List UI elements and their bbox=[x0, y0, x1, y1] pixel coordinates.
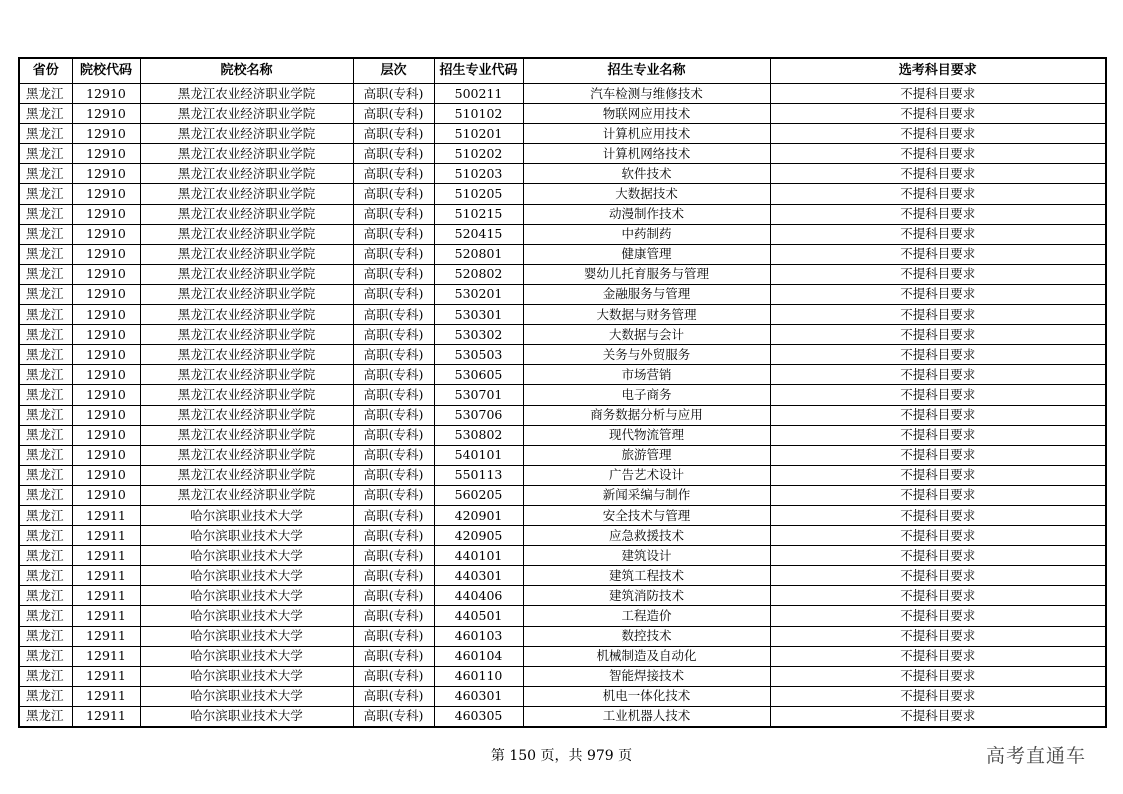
cell-province: 黑龙江 bbox=[19, 465, 72, 485]
cell-province: 黑龙江 bbox=[19, 505, 72, 525]
cell-major-name: 婴幼儿托育服务与管理 bbox=[523, 264, 770, 284]
cell-level: 高职(专科) bbox=[353, 546, 434, 566]
header-major-code: 招生专业代码 bbox=[434, 58, 523, 84]
cell-level: 高职(专科) bbox=[353, 144, 434, 164]
cell-province: 黑龙江 bbox=[19, 84, 72, 104]
cell-subject-requirement: 不提科目要求 bbox=[770, 706, 1106, 727]
cell-level: 高职(专科) bbox=[353, 626, 434, 646]
cell-major-code: 510215 bbox=[434, 204, 523, 224]
cell-major-name: 应急救援技术 bbox=[523, 526, 770, 546]
table-row bbox=[19, 305, 1106, 325]
table-row bbox=[19, 385, 1106, 405]
table-row bbox=[19, 405, 1106, 425]
cell-school-code: 12910 bbox=[72, 244, 140, 264]
cell-school-name: 黑龙江农业经济职业学院 bbox=[140, 385, 353, 405]
cell-province: 黑龙江 bbox=[19, 224, 72, 244]
cell-school-code: 12910 bbox=[72, 385, 140, 405]
watermark-logo: 高考直通车 bbox=[986, 745, 1087, 767]
cell-school-code: 12910 bbox=[72, 365, 140, 385]
cell-level: 高职(专科) bbox=[353, 566, 434, 586]
cell-major-code: 440301 bbox=[434, 566, 523, 586]
cell-subject-requirement: 不提科目要求 bbox=[770, 586, 1106, 606]
cell-major-name: 计算机应用技术 bbox=[523, 124, 770, 144]
cell-subject-requirement: 不提科目要求 bbox=[770, 264, 1106, 284]
cell-province: 黑龙江 bbox=[19, 425, 72, 445]
cell-level: 高职(专科) bbox=[353, 686, 434, 706]
cell-school-name: 哈尔滨职业技术大学 bbox=[140, 666, 353, 686]
cell-major-code: 460110 bbox=[434, 666, 523, 686]
table-row bbox=[19, 365, 1106, 385]
cell-subject-requirement: 不提科目要求 bbox=[770, 164, 1106, 184]
cell-school-name: 黑龙江农业经济职业学院 bbox=[140, 264, 353, 284]
cell-school-code: 12911 bbox=[72, 505, 140, 525]
cell-subject-requirement: 不提科目要求 bbox=[770, 84, 1106, 104]
cell-major-code: 520802 bbox=[434, 264, 523, 284]
cell-level: 高职(专科) bbox=[353, 104, 434, 124]
cell-school-code: 12910 bbox=[72, 124, 140, 144]
cell-province: 黑龙江 bbox=[19, 124, 72, 144]
cell-level: 高职(专科) bbox=[353, 184, 434, 204]
cell-school-code: 12911 bbox=[72, 646, 140, 666]
table-row bbox=[19, 706, 1106, 727]
cell-major-code: 440406 bbox=[434, 586, 523, 606]
cell-major-code: 420901 bbox=[434, 505, 523, 525]
cell-major-code: 530802 bbox=[434, 425, 523, 445]
table-row bbox=[19, 284, 1106, 304]
cell-major-name: 建筑设计 bbox=[523, 546, 770, 566]
cell-major-code: 550113 bbox=[434, 465, 523, 485]
table-row bbox=[19, 124, 1106, 144]
cell-major-code: 540101 bbox=[434, 445, 523, 465]
cell-level: 高职(专科) bbox=[353, 465, 434, 485]
cell-subject-requirement: 不提科目要求 bbox=[770, 325, 1106, 345]
cell-school-code: 12910 bbox=[72, 104, 140, 124]
cell-level: 高职(专科) bbox=[353, 305, 434, 325]
cell-school-name: 黑龙江农业经济职业学院 bbox=[140, 465, 353, 485]
cell-subject-requirement: 不提科目要求 bbox=[770, 686, 1106, 706]
cell-major-code: 440501 bbox=[434, 606, 523, 626]
cell-major-code: 530503 bbox=[434, 345, 523, 365]
table-row bbox=[19, 224, 1106, 244]
cell-major-code: 460301 bbox=[434, 686, 523, 706]
cell-school-code: 12910 bbox=[72, 224, 140, 244]
cell-major-name: 中药制药 bbox=[523, 224, 770, 244]
cell-subject-requirement: 不提科目要求 bbox=[770, 365, 1106, 385]
page-number: 第 150 页，共 979 页 bbox=[490, 748, 633, 764]
cell-province: 黑龙江 bbox=[19, 365, 72, 385]
cell-subject-requirement: 不提科目要求 bbox=[770, 385, 1106, 405]
cell-school-code: 12910 bbox=[72, 264, 140, 284]
table-row bbox=[19, 264, 1106, 284]
cell-school-code: 12910 bbox=[72, 465, 140, 485]
table-row bbox=[19, 84, 1106, 104]
cell-province: 黑龙江 bbox=[19, 405, 72, 425]
cell-school-code: 12910 bbox=[72, 485, 140, 505]
table-row bbox=[19, 666, 1106, 686]
cell-subject-requirement: 不提科目要求 bbox=[770, 465, 1106, 485]
cell-major-name: 计算机网络技术 bbox=[523, 144, 770, 164]
header-row bbox=[19, 58, 1106, 84]
table-row bbox=[19, 566, 1106, 586]
cell-level: 高职(专科) bbox=[353, 204, 434, 224]
cell-major-name: 安全技术与管理 bbox=[523, 505, 770, 525]
cell-major-name: 物联网应用技术 bbox=[523, 104, 770, 124]
cell-major-code: 510203 bbox=[434, 164, 523, 184]
cell-major-code: 510202 bbox=[434, 144, 523, 164]
cell-level: 高职(专科) bbox=[353, 646, 434, 666]
cell-province: 黑龙江 bbox=[19, 526, 72, 546]
cell-level: 高职(专科) bbox=[353, 365, 434, 385]
cell-subject-requirement: 不提科目要求 bbox=[770, 124, 1106, 144]
cell-major-code: 460104 bbox=[434, 646, 523, 666]
cell-school-name: 黑龙江农业经济职业学院 bbox=[140, 244, 353, 264]
table-row bbox=[19, 204, 1106, 224]
cell-school-name: 哈尔滨职业技术大学 bbox=[140, 546, 353, 566]
cell-school-code: 12911 bbox=[72, 566, 140, 586]
cell-major-name: 关务与外贸服务 bbox=[523, 345, 770, 365]
cell-level: 高职(专科) bbox=[353, 425, 434, 445]
cell-major-name: 建筑工程技术 bbox=[523, 566, 770, 586]
cell-subject-requirement: 不提科目要求 bbox=[770, 626, 1106, 646]
cell-level: 高职(专科) bbox=[353, 606, 434, 626]
cell-school-code: 12911 bbox=[72, 606, 140, 626]
cell-subject-requirement: 不提科目要求 bbox=[770, 646, 1106, 666]
cell-province: 黑龙江 bbox=[19, 284, 72, 304]
cell-major-name: 动漫制作技术 bbox=[523, 204, 770, 224]
admission-table bbox=[18, 57, 1107, 728]
cell-major-name: 工业机器人技术 bbox=[523, 706, 770, 727]
cell-major-code: 530706 bbox=[434, 405, 523, 425]
cell-school-name: 哈尔滨职业技术大学 bbox=[140, 586, 353, 606]
cell-major-code: 420905 bbox=[434, 526, 523, 546]
cell-level: 高职(专科) bbox=[353, 325, 434, 345]
cell-school-code: 12910 bbox=[72, 325, 140, 345]
cell-school-name: 黑龙江农业经济职业学院 bbox=[140, 204, 353, 224]
cell-major-code: 510201 bbox=[434, 124, 523, 144]
cell-school-code: 12910 bbox=[72, 425, 140, 445]
cell-school-name: 哈尔滨职业技术大学 bbox=[140, 606, 353, 626]
cell-major-name: 商务数据分析与应用 bbox=[523, 405, 770, 425]
cell-subject-requirement: 不提科目要求 bbox=[770, 566, 1106, 586]
cell-level: 高职(专科) bbox=[353, 586, 434, 606]
cell-subject-requirement: 不提科目要求 bbox=[770, 224, 1106, 244]
cell-school-code: 12910 bbox=[72, 405, 140, 425]
cell-province: 黑龙江 bbox=[19, 666, 72, 686]
cell-school-name: 黑龙江农业经济职业学院 bbox=[140, 124, 353, 144]
cell-school-name: 黑龙江农业经济职业学院 bbox=[140, 144, 353, 164]
cell-school-code: 12911 bbox=[72, 526, 140, 546]
table-row bbox=[19, 686, 1106, 706]
cell-subject-requirement: 不提科目要求 bbox=[770, 445, 1106, 465]
cell-major-name: 软件技术 bbox=[523, 164, 770, 184]
cell-school-name: 哈尔滨职业技术大学 bbox=[140, 566, 353, 586]
cell-school-name: 黑龙江农业经济职业学院 bbox=[140, 224, 353, 244]
cell-subject-requirement: 不提科目要求 bbox=[770, 244, 1106, 264]
cell-level: 高职(专科) bbox=[353, 505, 434, 525]
cell-major-code: 510205 bbox=[434, 184, 523, 204]
cell-major-code: 530201 bbox=[434, 284, 523, 304]
table-row bbox=[19, 526, 1106, 546]
cell-major-name: 大数据与会计 bbox=[523, 325, 770, 345]
cell-major-name: 电子商务 bbox=[523, 385, 770, 405]
cell-subject-requirement: 不提科目要求 bbox=[770, 144, 1106, 164]
table-row bbox=[19, 164, 1106, 184]
cell-major-name: 工程造价 bbox=[523, 606, 770, 626]
cell-major-code: 530301 bbox=[434, 305, 523, 325]
cell-level: 高职(专科) bbox=[353, 485, 434, 505]
cell-province: 黑龙江 bbox=[19, 144, 72, 164]
cell-school-name: 黑龙江农业经济职业学院 bbox=[140, 325, 353, 345]
cell-school-code: 12911 bbox=[72, 586, 140, 606]
cell-province: 黑龙江 bbox=[19, 244, 72, 264]
cell-level: 高职(专科) bbox=[353, 224, 434, 244]
cell-school-code: 12910 bbox=[72, 345, 140, 365]
cell-subject-requirement: 不提科目要求 bbox=[770, 526, 1106, 546]
cell-province: 黑龙江 bbox=[19, 204, 72, 224]
cell-level: 高职(专科) bbox=[353, 405, 434, 425]
cell-province: 黑龙江 bbox=[19, 646, 72, 666]
cell-school-name: 黑龙江农业经济职业学院 bbox=[140, 305, 353, 325]
cell-level: 高职(专科) bbox=[353, 526, 434, 546]
cell-subject-requirement: 不提科目要求 bbox=[770, 405, 1106, 425]
cell-school-code: 12910 bbox=[72, 204, 140, 224]
cell-school-name: 哈尔滨职业技术大学 bbox=[140, 526, 353, 546]
cell-province: 黑龙江 bbox=[19, 686, 72, 706]
cell-level: 高职(专科) bbox=[353, 666, 434, 686]
cell-major-name: 数控技术 bbox=[523, 626, 770, 646]
cell-major-code: 510102 bbox=[434, 104, 523, 124]
cell-level: 高职(专科) bbox=[353, 284, 434, 304]
cell-province: 黑龙江 bbox=[19, 325, 72, 345]
table-row bbox=[19, 485, 1106, 505]
cell-province: 黑龙江 bbox=[19, 104, 72, 124]
cell-school-name: 黑龙江农业经济职业学院 bbox=[140, 405, 353, 425]
header-school-code: 院校代码 bbox=[72, 58, 140, 84]
cell-major-name: 健康管理 bbox=[523, 244, 770, 264]
table-row bbox=[19, 425, 1106, 445]
cell-school-name: 黑龙江农业经济职业学院 bbox=[140, 104, 353, 124]
cell-subject-requirement: 不提科目要求 bbox=[770, 546, 1106, 566]
cell-subject-requirement: 不提科目要求 bbox=[770, 104, 1106, 124]
cell-school-name: 哈尔滨职业技术大学 bbox=[140, 626, 353, 646]
cell-school-code: 12911 bbox=[72, 686, 140, 706]
cell-school-code: 12910 bbox=[72, 84, 140, 104]
cell-province: 黑龙江 bbox=[19, 445, 72, 465]
table-row bbox=[19, 505, 1106, 525]
table-row bbox=[19, 445, 1106, 465]
cell-school-name: 哈尔滨职业技术大学 bbox=[140, 505, 353, 525]
cell-major-code: 530605 bbox=[434, 365, 523, 385]
cell-school-name: 黑龙江农业经济职业学院 bbox=[140, 164, 353, 184]
header-subject-requirement: 选考科目要求 bbox=[770, 58, 1106, 84]
table-row bbox=[19, 325, 1106, 345]
cell-subject-requirement: 不提科目要求 bbox=[770, 184, 1106, 204]
cell-school-name: 黑龙江农业经济职业学院 bbox=[140, 345, 353, 365]
cell-subject-requirement: 不提科目要求 bbox=[770, 204, 1106, 224]
cell-major-name: 机电一体化技术 bbox=[523, 686, 770, 706]
cell-province: 黑龙江 bbox=[19, 586, 72, 606]
cell-major-name: 机械制造及自动化 bbox=[523, 646, 770, 666]
table-row bbox=[19, 244, 1106, 264]
cell-level: 高职(专科) bbox=[353, 124, 434, 144]
cell-major-code: 530701 bbox=[434, 385, 523, 405]
cell-level: 高职(专科) bbox=[353, 84, 434, 104]
cell-school-code: 12910 bbox=[72, 144, 140, 164]
cell-level: 高职(专科) bbox=[353, 706, 434, 727]
cell-school-name: 黑龙江农业经济职业学院 bbox=[140, 425, 353, 445]
cell-school-name: 黑龙江农业经济职业学院 bbox=[140, 284, 353, 304]
cell-school-code: 12911 bbox=[72, 546, 140, 566]
cell-province: 黑龙江 bbox=[19, 345, 72, 365]
cell-school-name: 黑龙江农业经济职业学院 bbox=[140, 445, 353, 465]
cell-province: 黑龙江 bbox=[19, 264, 72, 284]
cell-subject-requirement: 不提科目要求 bbox=[770, 666, 1106, 686]
cell-major-code: 440101 bbox=[434, 546, 523, 566]
cell-province: 黑龙江 bbox=[19, 164, 72, 184]
admission-table-container bbox=[18, 57, 1105, 728]
table-row bbox=[19, 465, 1106, 485]
cell-province: 黑龙江 bbox=[19, 305, 72, 325]
cell-major-name: 金融服务与管理 bbox=[523, 284, 770, 304]
cell-school-code: 12910 bbox=[72, 164, 140, 184]
cell-school-code: 12910 bbox=[72, 284, 140, 304]
cell-school-name: 哈尔滨职业技术大学 bbox=[140, 646, 353, 666]
cell-major-name: 现代物流管理 bbox=[523, 425, 770, 445]
cell-major-code: 460103 bbox=[434, 626, 523, 646]
cell-school-name: 黑龙江农业经济职业学院 bbox=[140, 184, 353, 204]
cell-level: 高职(专科) bbox=[353, 345, 434, 365]
cell-level: 高职(专科) bbox=[353, 164, 434, 184]
cell-subject-requirement: 不提科目要求 bbox=[770, 305, 1106, 325]
cell-major-name: 旅游管理 bbox=[523, 445, 770, 465]
cell-school-name: 哈尔滨职业技术大学 bbox=[140, 706, 353, 727]
cell-school-name: 黑龙江农业经济职业学院 bbox=[140, 485, 353, 505]
cell-province: 黑龙江 bbox=[19, 385, 72, 405]
cell-major-code: 520415 bbox=[434, 224, 523, 244]
cell-major-name: 新闻采编与制作 bbox=[523, 485, 770, 505]
cell-province: 黑龙江 bbox=[19, 546, 72, 566]
cell-subject-requirement: 不提科目要求 bbox=[770, 485, 1106, 505]
header-province: 省份 bbox=[19, 58, 72, 84]
cell-major-code: 500211 bbox=[434, 84, 523, 104]
cell-major-code: 520801 bbox=[434, 244, 523, 264]
table-row bbox=[19, 586, 1106, 606]
cell-major-name: 建筑消防技术 bbox=[523, 586, 770, 606]
cell-level: 高职(专科) bbox=[353, 244, 434, 264]
cell-subject-requirement: 不提科目要求 bbox=[770, 606, 1106, 626]
cell-school-code: 12910 bbox=[72, 445, 140, 465]
header-major-name: 招生专业名称 bbox=[523, 58, 770, 84]
cell-major-name: 汽车检测与维修技术 bbox=[523, 84, 770, 104]
table-row bbox=[19, 626, 1106, 646]
cell-subject-requirement: 不提科目要求 bbox=[770, 345, 1106, 365]
cell-major-name: 市场营销 bbox=[523, 365, 770, 385]
cell-major-code: 460305 bbox=[434, 706, 523, 727]
cell-school-code: 12911 bbox=[72, 666, 140, 686]
header-school-name: 院校名称 bbox=[140, 58, 353, 84]
cell-school-name: 哈尔滨职业技术大学 bbox=[140, 686, 353, 706]
table-row bbox=[19, 144, 1106, 164]
cell-school-code: 12911 bbox=[72, 706, 140, 727]
table-row bbox=[19, 646, 1106, 666]
cell-province: 黑龙江 bbox=[19, 706, 72, 727]
table-row bbox=[19, 606, 1106, 626]
cell-province: 黑龙江 bbox=[19, 606, 72, 626]
cell-major-code: 560205 bbox=[434, 485, 523, 505]
cell-major-name: 大数据技术 bbox=[523, 184, 770, 204]
cell-level: 高职(专科) bbox=[353, 264, 434, 284]
cell-level: 高职(专科) bbox=[353, 445, 434, 465]
cell-subject-requirement: 不提科目要求 bbox=[770, 505, 1106, 525]
header-level: 层次 bbox=[353, 58, 434, 84]
cell-school-name: 黑龙江农业经济职业学院 bbox=[140, 84, 353, 104]
cell-province: 黑龙江 bbox=[19, 485, 72, 505]
table-row bbox=[19, 104, 1106, 124]
cell-school-code: 12910 bbox=[72, 305, 140, 325]
cell-major-name: 大数据与财务管理 bbox=[523, 305, 770, 325]
table-body bbox=[19, 84, 1106, 728]
cell-province: 黑龙江 bbox=[19, 566, 72, 586]
cell-major-code: 530302 bbox=[434, 325, 523, 345]
cell-subject-requirement: 不提科目要求 bbox=[770, 284, 1106, 304]
cell-major-name: 广告艺术设计 bbox=[523, 465, 770, 485]
table-row bbox=[19, 184, 1106, 204]
cell-subject-requirement: 不提科目要求 bbox=[770, 425, 1106, 445]
cell-school-code: 12911 bbox=[72, 626, 140, 646]
table-row bbox=[19, 546, 1106, 566]
table-row bbox=[19, 345, 1106, 365]
cell-province: 黑龙江 bbox=[19, 184, 72, 204]
cell-province: 黑龙江 bbox=[19, 626, 72, 646]
cell-major-name: 智能焊接技术 bbox=[523, 666, 770, 686]
cell-level: 高职(专科) bbox=[353, 385, 434, 405]
cell-school-name: 黑龙江农业经济职业学院 bbox=[140, 365, 353, 385]
cell-school-code: 12910 bbox=[72, 184, 140, 204]
